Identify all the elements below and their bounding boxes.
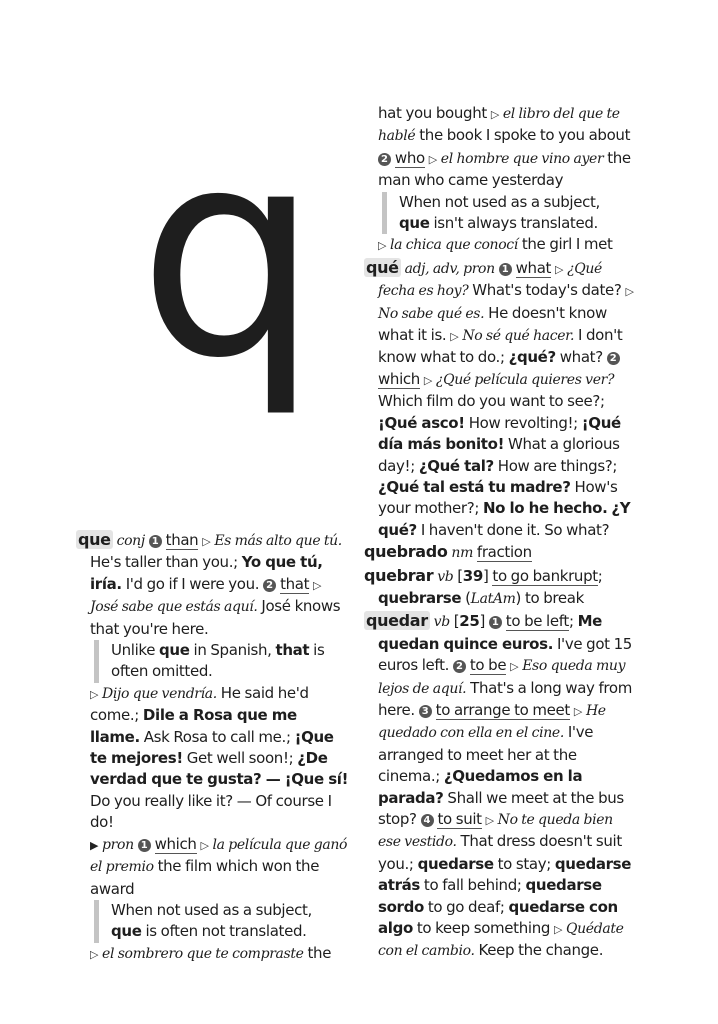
translation: fraction	[476, 543, 532, 562]
example: ¿Y qué?	[378, 499, 631, 539]
headword: qué	[366, 257, 399, 277]
example-translation: I've got 15 euros left.	[378, 634, 632, 675]
example-arrow-icon: ▷	[313, 578, 322, 592]
headword: quebrado	[364, 542, 448, 562]
example-translation: what?	[559, 348, 603, 367]
example-arrow-icon: ▷	[202, 535, 211, 548]
example-translation: He's taller than you.;	[90, 553, 238, 572]
entry-que	[76, 529, 350, 640]
example: ¿Qué fecha es hoy?	[378, 260, 602, 300]
translation: which	[378, 369, 420, 388]
example-translation: He doesn't know what it is.	[378, 303, 607, 345]
example: ¿Qué película quieres ver?	[435, 371, 615, 388]
example: No sabe qué es.	[378, 305, 485, 322]
usage-note	[94, 900, 350, 943]
example-arrow-icon: ▷	[90, 947, 99, 961]
example-arrow-icon: ▷	[490, 108, 499, 121]
example: Dile a Rosa que me llame.	[90, 706, 297, 746]
note-text: Unlike	[111, 641, 160, 660]
example: ¿Quedamos en la parada?	[378, 767, 583, 807]
example-arrow-icon: ▷	[200, 838, 209, 852]
example: Quédate con el cambio.	[378, 921, 624, 960]
sense-number: 2	[453, 660, 466, 673]
headword: que	[78, 530, 111, 549]
entry-que-pron	[76, 834, 350, 900]
example: el sombrero que te compraste	[102, 945, 304, 962]
left-column	[76, 529, 350, 965]
sense-number: 3	[419, 705, 432, 718]
example: Me quedan quince euros.	[378, 612, 602, 653]
sense-number: 4	[421, 814, 434, 827]
usage-note	[94, 640, 350, 683]
translation: which	[154, 834, 197, 853]
example-arrow-icon: ▷	[450, 330, 459, 344]
section-letter: q	[138, 89, 320, 421]
phrase: quedarse	[417, 854, 494, 873]
example-translation: What's today's date?	[472, 281, 622, 300]
example-arrow-icon: ▷	[510, 660, 519, 674]
example-translation: Shall we meet at the bus stop?	[378, 788, 624, 828]
pos-arrow-icon: ▶	[90, 838, 99, 852]
sense-number: 2	[607, 352, 620, 365]
note-keyword: that	[275, 641, 310, 660]
verb-table-ref: 25	[459, 612, 480, 631]
example: He quedado con ella en el cine.	[378, 702, 606, 742]
sense-number: 1	[489, 616, 502, 629]
part-of-speech: vb	[437, 568, 454, 585]
usage-note	[382, 192, 636, 235]
translation: than	[165, 531, 199, 549]
headword: quedar	[366, 611, 428, 631]
part-of-speech: conj	[116, 533, 145, 549]
example-translation: hat you bought	[378, 104, 487, 122]
example-arrow-icon: ▷	[90, 687, 99, 701]
translation: what	[515, 258, 552, 277]
example: ¡Que te mejores!	[90, 727, 334, 768]
phrase-translation: to go deaf;	[427, 897, 505, 916]
example-translation: Keep the change.	[478, 941, 604, 960]
note-text: is often not translated.	[141, 922, 307, 941]
example: Dijo que vendría.	[102, 685, 217, 702]
note-keyword: que	[159, 641, 190, 660]
translation: that	[280, 574, 310, 593]
example-translation: I've arranged to meet her at the cinema.;	[378, 723, 594, 786]
verb-table-ref: 39	[462, 566, 483, 585]
example: ¿Qué tal está tu madre?	[378, 477, 571, 496]
example: el libro del que te hablé	[378, 106, 620, 145]
sense-number: 1	[138, 839, 151, 852]
example-translation: He said he'd come.;	[90, 683, 309, 725]
right-column	[364, 103, 636, 963]
example: No lo he hecho.	[482, 499, 608, 518]
example-arrow-icon: ▷	[423, 373, 432, 387]
note-text: When not used as a subject,	[399, 192, 600, 211]
example-translation: I don't know what to do.;	[378, 326, 623, 367]
part-of-speech: vb	[433, 614, 450, 631]
entry-quebrado	[364, 541, 636, 564]
example: ¿qué?	[508, 348, 556, 367]
example: la chica que conocí	[390, 237, 518, 254]
part-of-speech: adj, adv, pron	[404, 260, 495, 277]
part-of-speech: nm	[451, 545, 473, 562]
example-translation: I'd go if I were you.	[125, 574, 260, 593]
example-translation: Which film do you want to see?;	[378, 392, 605, 411]
note-keyword: que	[399, 214, 430, 233]
translation: to be	[469, 656, 507, 675]
sense-number: 1	[499, 263, 512, 276]
phrase-translation: to fall behind;	[423, 876, 522, 895]
phrase: quedarse con algo	[378, 897, 618, 938]
example: No sé qué hacer.	[462, 328, 575, 345]
example: Es más alto que tú.	[214, 533, 342, 549]
example-arrow-icon: ▷	[553, 923, 563, 937]
example: el hombre que vino ayer	[440, 150, 604, 167]
translation: to suit	[437, 810, 482, 828]
note-keyword: que	[111, 922, 142, 941]
entry-que-continued	[364, 103, 636, 192]
translation: to arrange to meet	[435, 700, 570, 719]
example-translation: How are things?;	[497, 456, 618, 475]
entry-que-cont	[76, 943, 350, 965]
example-translation: Ask Rosa to call me.;	[143, 727, 291, 746]
phrase-translation: to stay;	[497, 854, 551, 873]
example-translation: the man who came yesterday	[378, 148, 631, 190]
example: ¡Qué día más bonito!	[378, 413, 621, 454]
phrase: quebrarse	[378, 588, 462, 607]
example-translation: José knows that you're here.	[90, 597, 341, 638]
entry-quedar: quedar vb [25] 1 to be left; Me quedan quince euros. I've got 15 euros left. 2 to be ▷ Eso queda muy lejos de aquí. That's a long way from here. 3 to arrange to meet ▷ He quedado con ella en el cine. I've arranged to meet her at the cinema.; ¿Quedamos en la parada? Shall we meet at the bus stop? 4 to suit ▷ No te queda bien ese vestido. That dress doesn't suit you.; quedarse to stay; quedarse atrás to fall behind; quedarse sordo to go deaf; quedarse con algo to keep something ▷ Quédate con el cambio. Keep the change.	[366, 611, 633, 960]
note-text: is often omitted.	[111, 641, 325, 681]
example-translation: the book I spoke to you about	[419, 126, 631, 145]
translation: to go bankrupt	[492, 566, 598, 585]
example-arrow-icon: ▷	[625, 285, 634, 299]
example: ¡Qué asco!	[378, 413, 465, 432]
entry-qué	[364, 257, 636, 541]
example-arrow-icon: ▷	[573, 704, 583, 718]
phrase-translation: to keep something	[416, 919, 551, 938]
translation: to be left	[505, 612, 569, 631]
headword: quebrar	[364, 565, 434, 585]
example-translation: Do you really like it? — Of course I do!	[90, 791, 332, 832]
note-text: When not used as a subject,	[111, 900, 312, 919]
example: Yo que tú, iría.	[90, 553, 323, 593]
note-text: isn't always translated.	[429, 214, 598, 233]
example-translation-start: the	[307, 943, 332, 962]
example-translation: What a glorious day!;	[378, 435, 620, 475]
sense-number: 2	[378, 153, 391, 166]
example: ¿Qué tal?	[418, 456, 494, 475]
entry-quebrar: quebrar vb [39] to go bankrupt; quebrarse (LatAm) to break	[364, 565, 603, 607]
example: No te queda bien ese vestido.	[378, 812, 613, 851]
phrase: quedarse sordo	[378, 876, 602, 916]
entry-que-cont	[76, 683, 350, 834]
example-translation: Get well soon!;	[186, 749, 294, 768]
example-translation: How's your mother?;	[378, 477, 618, 518]
phrase-translation: to break	[524, 588, 584, 607]
example-translation: the girl I met	[521, 235, 613, 254]
example-translation: I haven't done it. So what?	[420, 520, 610, 539]
example-translation: How revolting!;	[468, 413, 578, 432]
phrase: quedarse atrás	[378, 854, 632, 895]
example: ¿De verdad que te gusta? — ¡Que sí!	[90, 749, 349, 789]
example: la película que ganó el premio	[90, 836, 348, 876]
region-label: LatAm	[470, 590, 516, 607]
example-arrow-icon: ▷	[428, 152, 437, 166]
sense-number: 1	[149, 535, 162, 548]
example-arrow-icon: ▷	[378, 239, 387, 253]
example-arrow-icon: ▷	[555, 262, 564, 276]
sense-number: 2	[263, 579, 276, 592]
example-translation: That dress doesn't suit you.;	[378, 832, 622, 873]
translation: who	[394, 148, 425, 167]
example-translation: the film which won the award	[90, 857, 320, 898]
entry-que-cont	[364, 234, 636, 256]
example-translation: That's a long way from here.	[378, 678, 633, 719]
example: José sabe que estás aquí.	[90, 599, 258, 616]
part-of-speech: pron	[102, 836, 134, 853]
example: Eso queda muy lejos de aquí.	[378, 658, 626, 697]
example-arrow-icon: ▷	[485, 814, 494, 827]
note-text: in Spanish,	[189, 641, 276, 660]
